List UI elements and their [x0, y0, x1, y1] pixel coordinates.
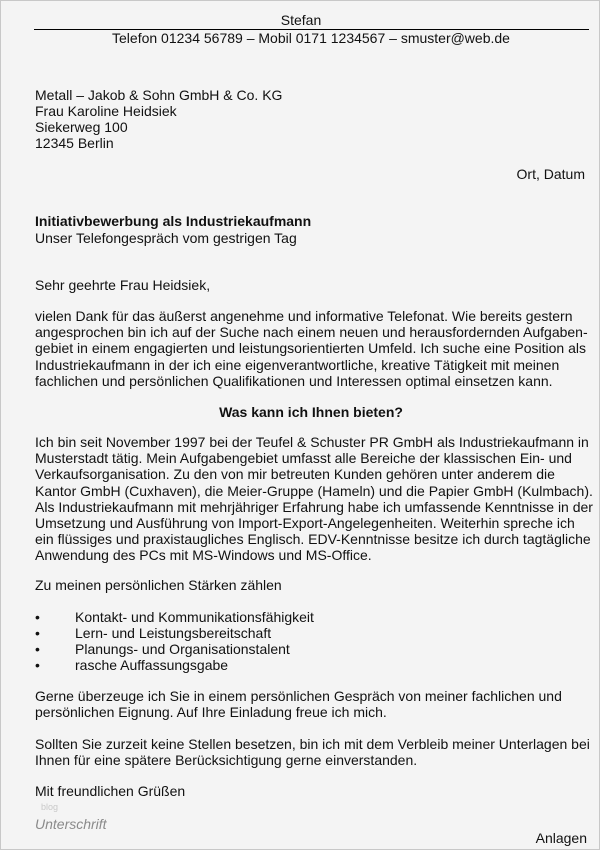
text-line: Industriekaufmann in der ich eine eigenverantwortliche, kreative Tätigkeit mit meinen	[35, 356, 560, 373]
paragraph-experience	[35, 434, 595, 564]
text-line: angesprochen bin ich auf der Suche nach einem neuen und herausfordernden Aufgaben-	[35, 324, 588, 341]
text-line: Ihnen für eine spätere Berücksichtigung gerne einverstanden.	[35, 752, 418, 769]
signature-placeholder: Unterschrift	[35, 816, 107, 832]
salutation: Sehr geehrte Frau Heidsiek,	[35, 277, 211, 293]
text-line: persönlichen Eignung. Auf Ihre Einladung freue ich mich.	[35, 704, 387, 721]
attachments-label: Anlagen	[535, 830, 587, 846]
bullet-icon: •	[35, 625, 40, 641]
closing-greeting: Mit freundlichen Grüßen	[35, 783, 186, 799]
place-date: Ort, Datum	[516, 166, 585, 182]
watermark: blog	[41, 802, 59, 812]
text-line: Kantor GmbH (Cuxhaven), die Meier-Gruppe (Hameln) und die Papier GmbH (Kulmbach).	[35, 482, 593, 499]
text-line: Musterstadt tätig. Mein Aufgabengebiet umfasst alle Bereiche der klassischen Ein- und	[35, 450, 572, 467]
subject-block	[35, 213, 311, 247]
list-item-text: Lern- und Leistungsbereitschaft	[75, 625, 272, 641]
list-item-text: Kontakt- und Kommunikationsfähigkeit	[75, 609, 314, 625]
sender-contact: Telefon 01234 56789 – Mobil 0171 1234567 – smuster@web.de	[112, 30, 510, 46]
paragraph-interview	[35, 688, 595, 720]
text-line: ein flüssiges und praxistaugliches Englisch. EDV-Kenntnisse besitze ich durch tagtägliche	[35, 531, 591, 548]
list-item-text: rasche Auffassungsgabe	[75, 657, 229, 673]
text-line: Als Industriekaufmann mit mehrjähriger Erfahrung habe ich umfassende Kenntnisse in der	[35, 498, 593, 515]
recipient-person: Frau Karoline Heidsiek	[35, 103, 177, 119]
subject-reference: Unser Telefongespräch vom gestrigen Tag	[35, 230, 297, 246]
text-line: gebiet in einem engagierten und leistungsorientierten Umfeld. Ich suche eine Position als	[35, 340, 587, 357]
bullet-icon: •	[35, 609, 40, 625]
text-line: Umsetzung und Ausführung von Import-Export-Angelegenheiten. Weiterhin spreche ich	[35, 515, 575, 532]
list-item-text: Planungs- und Organisationstalent	[75, 641, 290, 657]
recipient-street: Siekerweg 100	[35, 119, 128, 135]
bullet-icon: •	[35, 641, 40, 657]
text-line: vielen Dank für das äußerst angenehme und informative Telefonat. Wie bereits gestern	[35, 308, 573, 324]
section-heading: Was kann ich Ihnen bieten?	[219, 404, 403, 420]
paragraph-intro	[35, 308, 595, 389]
bullet-icon: •	[35, 657, 40, 673]
text-line: Verkaufsorganisation. Zu den von mir betreuten Kunden gehören unter anderem die	[35, 466, 555, 483]
text-line: fachlichen und persönlichen Qualifikationen und Interessen optimal einsetzen kann.	[35, 372, 553, 389]
subject-title: Initiativbewerbung als Industriekaufmann	[35, 213, 312, 229]
recipient-address	[35, 87, 282, 151]
recipient-city: 12345 Berlin	[35, 135, 114, 151]
text-line: Anwendung des PCs mit MS-Windows und MS-Office.	[35, 547, 372, 564]
paragraph-retention	[35, 736, 595, 768]
text-line: Ich bin seit November 1997 bei der Teufel & Schuster PR GmbH als Industriekaufmann in	[35, 434, 589, 450]
text-line: Sollten Sie zurzeit keine Stellen besetzen, bin ich mit dem Verbleib meiner Unterlagen bei	[35, 736, 590, 752]
strengths-intro: Zu meinen persönlichen Stärken zählen	[35, 577, 282, 593]
text-line: Gerne überzeuge ich Sie in einem persönlichen Gespräch von meiner fachlichen und	[35, 688, 562, 704]
sender-name: Stefan	[280, 12, 322, 28]
recipient-company: Metall – Jakob & Sohn GmbH & Co. KG	[35, 87, 283, 103]
